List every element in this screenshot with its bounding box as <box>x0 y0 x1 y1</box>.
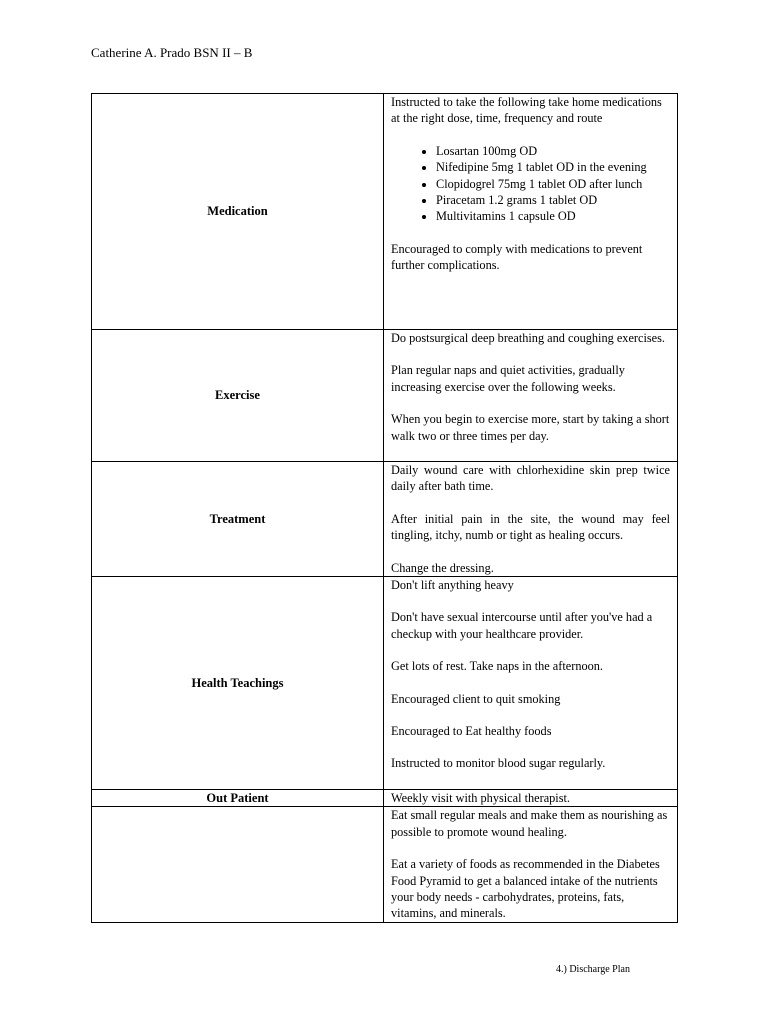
health-teaching-text: Encouraged client to quit smoking <box>391 691 561 706</box>
table-row-health-teachings <box>92 577 678 790</box>
health-teaching-text: Encouraged to Eat healthy foods <box>391 724 552 739</box>
medication-list <box>391 143 670 225</box>
health-teaching-text: Don't have sexual intercourse until after you've had a checkup with your healthcare provider. <box>391 610 653 641</box>
exercise-text: Plan regular naps and quiet activities, gradually increasing exercise over the following weeks. <box>391 363 625 394</box>
category-medication: Medication <box>92 94 384 330</box>
content-medication <box>384 94 678 330</box>
medication-outro: Encouraged to comply with medications to prevent further complications. <box>391 241 643 273</box>
table-row-medication <box>92 94 678 330</box>
category-diet <box>92 807 384 922</box>
category-exercise: Exercise <box>92 330 384 462</box>
medication-item: • Multivitamins 1 capsule OD <box>436 208 670 224</box>
content-out-patient <box>384 790 678 807</box>
medication-item: • Clopidogrel 75mg 1 tablet OD after lunch <box>436 176 670 192</box>
table-row-out-patient <box>92 790 678 807</box>
medication-item: • Piracetam 1.2 grams 1 tablet OD <box>436 192 670 208</box>
category-health-teachings: Health Teachings <box>92 577 384 790</box>
discharge-plan-table <box>91 93 678 923</box>
medication-item: • Nifedipine 5mg 1 tablet OD in the evening <box>436 159 670 175</box>
author-line: Catherine A. Prado BSN II – B <box>91 45 253 60</box>
exercise-text: When you begin to exercise more, start by taking a short walk two or three times per day. <box>391 412 670 443</box>
medication-intro: Instructed to take the following take home medications at the right dose, time, frequency and route <box>391 95 662 126</box>
exercise-text: Do postsurgical deep breathing and coughing exercises. <box>391 331 665 345</box>
diet-text: Eat a variety of foods as recommended in the Diabetes Food Pyramid to get a balanced intake of the nutrients your body needs - carbohydrates, proteins, fats, vitamins, and minerals. <box>391 857 660 921</box>
content-exercise <box>384 330 678 462</box>
content-health-teachings <box>384 577 678 790</box>
table-row-exercise <box>92 330 678 462</box>
table-row-treatment <box>92 462 678 577</box>
page-label: 4.) Discharge Plan <box>556 964 630 975</box>
health-teaching-text: Instructed to monitor blood sugar regularly. <box>391 756 606 771</box>
content-diet <box>384 807 678 922</box>
category-out-patient: Out Patient <box>92 790 384 807</box>
treatment-text: Change the dressing. <box>391 560 494 575</box>
diet-text: Eat small regular meals and make them as nourishing as possible to promote wound healing. <box>391 808 668 839</box>
medication-item: • Losartan 100mg OD <box>436 143 670 159</box>
content-treatment <box>384 462 678 577</box>
category-treatment: Treatment <box>92 462 384 577</box>
health-teaching-text: Get lots of rest. Take naps in the afternoon. <box>391 659 604 674</box>
treatment-text: After initial pain in the site, the wound may feel tingling, itchy, numb or tight as healing occurs. <box>391 511 670 543</box>
out-patient-text: Weekly visit with physical therapist. <box>391 791 570 806</box>
treatment-text: Daily wound care with chlorhexidine skin prep twice daily after bath time. <box>391 463 670 494</box>
health-teaching-text: Don't lift anything heavy <box>391 578 514 593</box>
table-row-diet <box>92 807 678 922</box>
